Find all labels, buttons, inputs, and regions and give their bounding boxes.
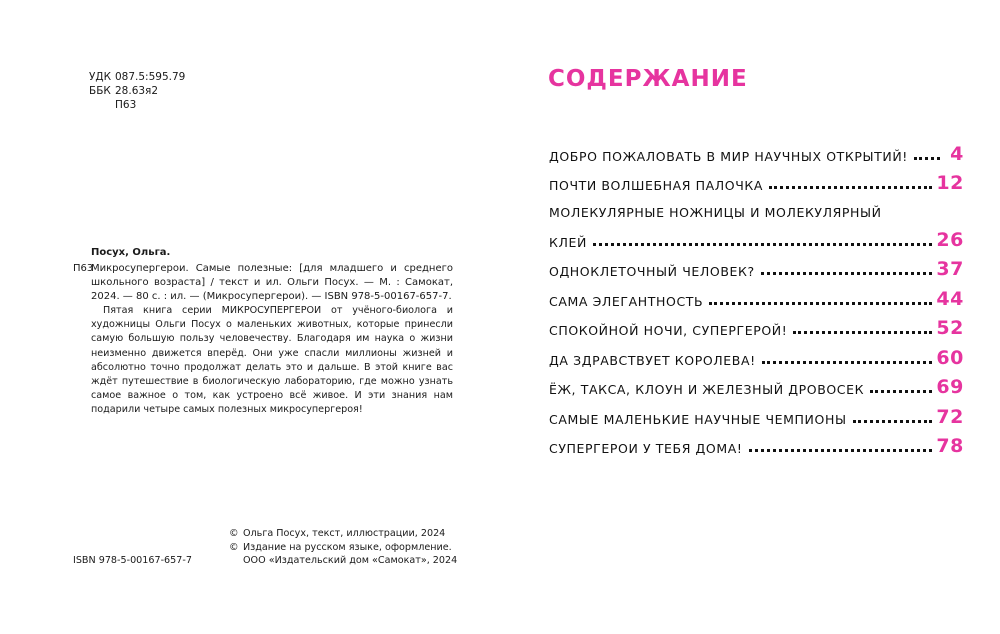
toc-page-number: 60 — [936, 346, 964, 369]
classification-block — [89, 70, 185, 112]
toc-label-continued: КЛЕЙ — [549, 234, 587, 250]
toc-item-line-1[interactable] — [549, 193, 964, 220]
toc-label: ОДНОКЛЕТОЧНЫЙ ЧЕЛОВЕК? — [549, 264, 755, 279]
toc-page-number: 4 — [950, 142, 964, 165]
biblio-text: Микросупергерои. Самые полезные: [для младшего и среднего школьного возраста] / текст и ил. Ольги Посух. — М. : Самокат, 2024. — 80 с. : ил. — (Микросупергерои). — ISBN 978-5-00167-657-7. — [91, 263, 453, 302]
biblio-code: П63 — [73, 263, 94, 274]
udk-label: УДК — [89, 71, 112, 83]
dot-leader — [593, 243, 932, 246]
page-title: СОДЕРЖАНИЕ — [548, 66, 748, 92]
bibliographic-record — [73, 246, 453, 304]
toc-item[interactable] — [549, 309, 964, 339]
toc-page-number: 37 — [936, 258, 964, 280]
dot-leader — [761, 272, 933, 275]
contents-page — [500, 0, 1000, 634]
udk-row — [89, 70, 185, 84]
toc-label: САМЫЕ МАЛЕНЬКИЕ НАУЧНЫЕ ЧЕМПИОНЫ — [549, 411, 847, 427]
table-of-contents — [549, 134, 964, 456]
author-mark-row — [89, 98, 185, 112]
copyright-block — [229, 527, 457, 568]
dot-leader — [853, 420, 933, 423]
toc-page-number: 12 — [936, 172, 964, 194]
toc-label: ПОЧТИ ВОЛШЕБНАЯ ПАЛОЧКА — [549, 178, 764, 193]
copyright-icon: © — [229, 528, 239, 539]
copyright-text-1: Ольга Посух, текст, иллюстрации, 2024 — [243, 528, 446, 539]
toc-item[interactable] — [549, 368, 964, 398]
toc-label: ЁЖ, ТАКСА, КЛОУН И ЖЕЛЕЗНЫЙ ДРОВОСЕК — [549, 382, 865, 397]
toc-page-number: 44 — [936, 287, 964, 310]
toc-item[interactable] — [549, 397, 964, 427]
toc-item[interactable] — [549, 134, 964, 164]
dot-leader — [762, 361, 933, 364]
isbn: ISBN 978-5-00167-657-7 — [73, 555, 192, 566]
copyright-text-2: Издание на русском языке, оформление. — [243, 541, 452, 553]
toc-item[interactable] — [549, 164, 964, 194]
dot-leader — [793, 331, 932, 334]
biblio-entry — [73, 262, 453, 304]
copyright-row-1 — [229, 527, 457, 541]
toc-page-number: 72 — [936, 405, 964, 428]
toc-page-number: 52 — [936, 317, 964, 339]
toc-label: СПОКОЙНОЙ НОЧИ, СУПЕРГЕРОЙ! — [549, 323, 788, 338]
bbk-row — [89, 84, 185, 98]
dot-leader — [769, 186, 932, 189]
toc-label: МОЛЕКУЛЯРНЫЕ НОЖНИЦЫ И МОЛЕКУЛЯРНЫЙ — [549, 205, 882, 220]
toc-label: ДА ЗДРАВСТВУЕТ КОРОЛЕВА! — [549, 352, 756, 368]
bbk-label: ББК — [89, 85, 111, 97]
dot-leader — [914, 157, 940, 160]
toc-item-line-2[interactable] — [549, 220, 964, 250]
toc-item[interactable] — [549, 338, 964, 368]
annotation-text: Пятая книга серии МИКРОСУПЕРГЕРОИ от учёного-биолога и художницы Ольги Посух о маленьких животных, которые принесли самую большую пользу человечеству. Благодаря им наука о жизни неизменно движется вперёд. Они уже спасли миллионы жизней и абсолютно точно продолжат делать это и дальше. В этой книге вас ждёт путешествие в биологическую лабораторию, где можно узнать самое важное о том, как устроено всё живое. И эти знания нам подарили четыре самых полезных микросупергероя! — [91, 305, 453, 416]
toc-item[interactable] — [549, 427, 964, 457]
dot-leader — [709, 302, 932, 305]
author-mark: П63 — [115, 99, 137, 111]
toc-item[interactable] — [549, 250, 964, 280]
toc-label: ДОБРО ПОЖАЛОВАТЬ В МИР НАУЧНЫХ ОТКРЫТИЙ! — [549, 148, 908, 164]
copyright-row-2 — [229, 541, 457, 555]
udk-value: 087.5:595.79 — [115, 71, 186, 83]
toc-label: САМА ЭЛЕГАНТНОСТЬ — [549, 293, 704, 309]
biblio-author: Посух, Ольга. — [91, 247, 171, 258]
copyright-row-3 — [229, 554, 457, 568]
toc-page-number: 69 — [936, 376, 964, 398]
toc-page-number: 26 — [936, 228, 964, 251]
toc-page-number: 78 — [936, 435, 964, 457]
dot-leader — [870, 390, 932, 393]
copyright-icon: © — [229, 541, 239, 553]
toc-label: СУПЕРГЕРОИ У ТЕБЯ ДОМА! — [549, 441, 743, 456]
annotation — [91, 304, 453, 418]
toc-item[interactable] — [549, 279, 964, 309]
bbk-value: 28.63я2 — [115, 85, 159, 97]
copyright-text-3: ООО «Издательский дом «Самокат», 2024 — [243, 555, 458, 566]
dot-leader — [749, 449, 933, 452]
